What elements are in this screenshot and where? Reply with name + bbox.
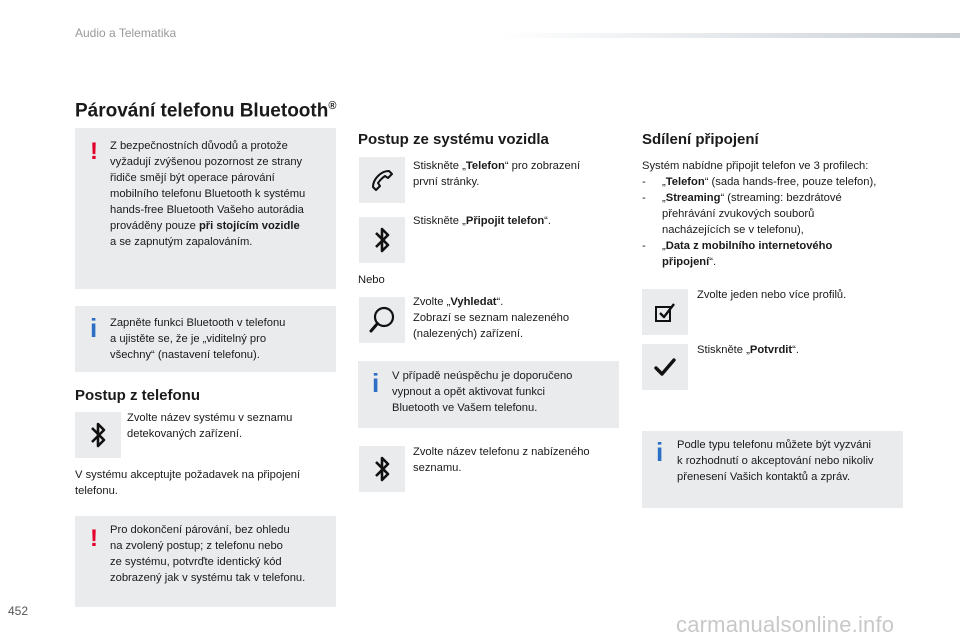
heading-phone-procedure: Postup z telefonu: [75, 387, 200, 404]
vehicle-step2-text: Stiskněte „Připojit telefon“.: [413, 215, 552, 227]
page-number: 452: [8, 604, 29, 618]
section-header: Audio a Telematika: [75, 26, 177, 40]
phone-icon: [359, 157, 405, 203]
right-step2-text: Stiskněte „Potvrdit“.: [697, 344, 799, 356]
bluetooth-icon: [359, 217, 405, 263]
vehicle-step4-text: Zvolte název telefonu z nabízeného seznamu.: [413, 446, 590, 474]
info-text-retry: V případě neúspěchu je doporučeno vypnout a opět aktivovat funkci Bluetooth ve Vašem telefonu.: [392, 370, 573, 414]
list-item: - „Telefon“ (sada hands-free, pouze telefon),: [642, 174, 917, 190]
info-text-contacts: Podle typu telefonu můžete být vyzváni k rozhodnutí o akceptování nebo nikoliv přenesení Vašich kontaktů a zpráv.: [677, 439, 874, 483]
bluetooth-icon: [359, 446, 405, 492]
warning-text-pairing-code: Pro dokončení párování, bez ohledu na zvolený postup; z telefonu nebo ze systému, potvrďte identický kód zobrazený jak v systému tak v telefonu.: [110, 524, 306, 584]
phone-step1-text: Zvolte název systému v seznamu detekovaných zařízení.: [127, 412, 293, 440]
profiles-list: [642, 174, 917, 270]
warning-text-safety: Z bezpečnostních důvodů a protože vyžadují zvýšenou pozornost ze strany řidiče smějí být operace párování mobilního telefonu Bluetooth k systému hands-free Bluetooth Vašeho autorádia prováděny pouze při stojícím vozidle a se zapnutým zapalováním.: [110, 140, 306, 248]
list-item-continuation: připojení“.: [662, 256, 717, 268]
heading-vehicle-procedure: Postup ze systému vozidla: [358, 131, 549, 148]
bluetooth-icon: [75, 412, 121, 458]
nebo-label: Nebo: [358, 274, 385, 286]
accept-text: V systému akceptujte požadavek na připojení telefonu.: [75, 469, 301, 497]
watermark: carmanualsonline.info: [676, 612, 895, 637]
list-item-continuation: přehrávání zvukových souborů: [662, 208, 815, 220]
warning-icon: !: [90, 525, 98, 552]
search-icon: [359, 297, 405, 343]
page-title: Párování telefonu Bluetooth®: [75, 100, 337, 122]
warning-icon: !: [90, 138, 98, 165]
checkbox-icon: [642, 289, 688, 335]
info-icon: i: [656, 437, 664, 467]
vehicle-step1-text: Stiskněte „Telefon“ pro zobrazení první stránky.: [413, 160, 581, 188]
list-item-continuation: nacházejících se v telefonu),: [662, 224, 804, 236]
vehicle-step3-text: Zvolte „Vyhledat“. Zobrazí se seznam nalezeného (nalezených) zařízení.: [413, 296, 570, 340]
list-item: - „Streaming“ (streaming: bezdrátové: [642, 190, 917, 206]
list-item: - „Data z mobilního internetového: [642, 238, 917, 254]
info-icon: i: [372, 368, 380, 398]
heading-connection-sharing: Sdílení připojení: [642, 131, 759, 148]
header-bar: [500, 33, 960, 38]
checkmark-icon: [642, 344, 688, 390]
right-step1-text: Zvolte jeden nebo více profilů.: [697, 289, 847, 301]
info-icon: i: [90, 313, 98, 343]
profiles-intro: Systém nabídne připojit telefon ve 3 profilech:: [642, 160, 869, 172]
info-text-bluetooth-on: Zapněte funkci Bluetooth v telefonu a ujistěte se, že je „viditelný pro všechny“ (nastavení telefonu).: [110, 317, 286, 361]
